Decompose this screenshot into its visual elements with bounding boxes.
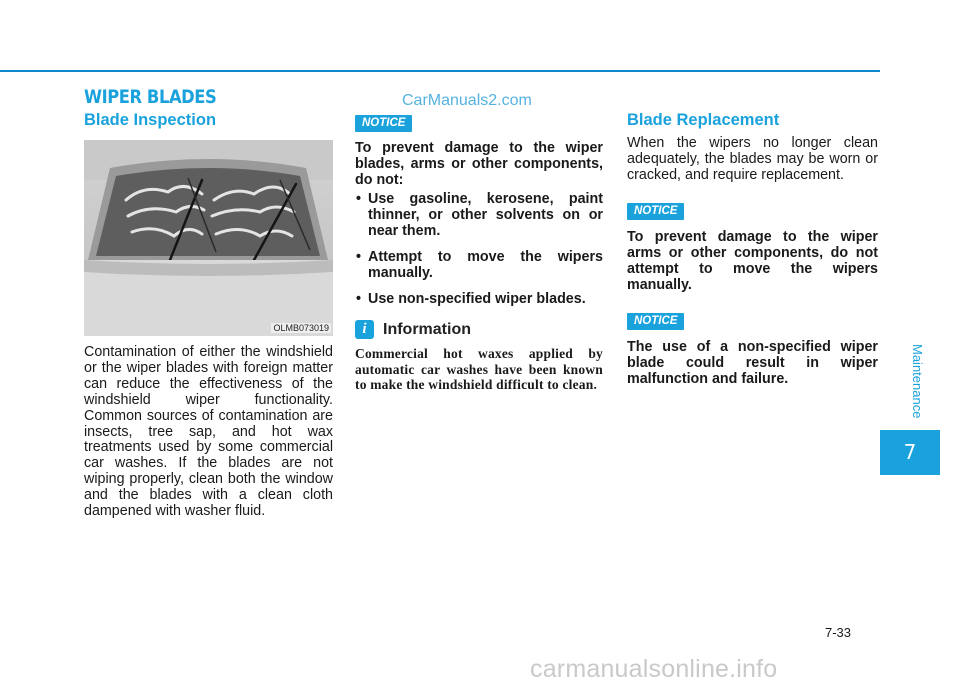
notice-intro: To prevent damage to the wiper blades, arms or other components, do not: — [355, 140, 603, 188]
blade-replacement-heading: Blade Replacement — [627, 111, 780, 129]
notice-badge: NOTICE — [627, 203, 684, 220]
notice-list — [355, 192, 603, 317]
list-item: • Use gasoline, kerosene, paint thinner, or other solvents on or near them. — [355, 192, 603, 240]
replacement-paragraph: When the wipers no longer clean adequately, the blades may be worn or cracked, and require replacement. — [627, 135, 878, 183]
info-icon: i — [355, 320, 374, 339]
notice-replacement-text: To prevent damage to the wiper arms or other components, do not attempt to move the wipers manually. — [627, 229, 878, 293]
notice-badge: NOTICE — [355, 115, 412, 132]
notice-blade-text: The use of a non-specified wiper blade could result in wiper malfunction and failure. — [627, 339, 878, 387]
page-number: 7-33 — [825, 625, 852, 640]
list-item: • Attempt to move the wipers manually. — [355, 250, 603, 282]
watermark-top: CarManuals2.com — [402, 92, 532, 109]
notice-badge: NOTICE — [627, 313, 684, 330]
blade-inspection-heading: Blade Inspection — [84, 111, 217, 129]
information-title: Information — [383, 321, 471, 338]
section-title: WIPER BLADES — [84, 86, 217, 108]
chapter-tab-label: Maintenance — [910, 343, 925, 419]
header-rule — [0, 70, 880, 72]
watermark-bottom: carmanualsonline.info — [530, 655, 778, 683]
windshield-illustration — [84, 140, 333, 336]
chapter-number: 7 — [880, 430, 940, 475]
information-text: Commercial hot waxes applied by automatic car washes have been known to make the windshield difficult to clean. — [355, 346, 603, 393]
windshield-figure — [84, 140, 333, 336]
inspection-paragraph: Contamination of either the windshield or the wiper blades with foreign matter can reduce the effectiveness of the windshield wiper functionality. Common sources of contamination are insects, tree sap, and hot wax treatments used by some commercial car washes. If the blades are not wiping properly, clean both the window and the blades with a clean cloth dampened with washer fluid. — [84, 344, 333, 520]
list-item: • Use non-specified wiper blades. — [355, 292, 603, 308]
figure-caption: OLMB073019 — [273, 323, 329, 333]
